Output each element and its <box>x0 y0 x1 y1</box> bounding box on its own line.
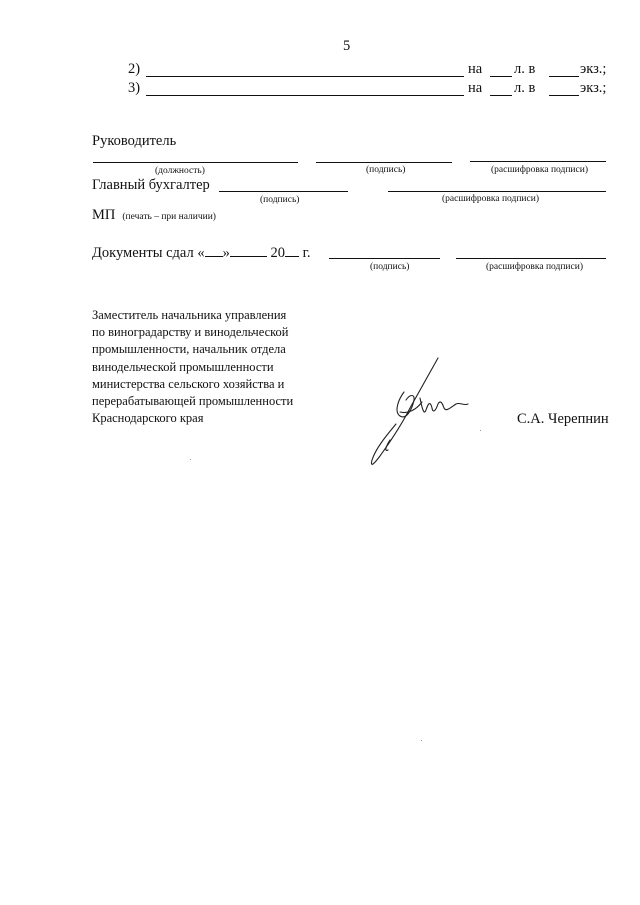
list-item-sheets: л. в <box>514 80 536 96</box>
signatory-name: С.А. Черепнин <box>517 411 609 427</box>
list-item-number: 3) <box>128 80 141 96</box>
list-item-sheets: л. в <box>514 61 536 77</box>
signature-decode-line <box>388 191 606 192</box>
signature-line <box>329 258 440 259</box>
signature-line <box>316 162 452 163</box>
signature-decode-caption: (расшифровка подписи) <box>486 262 583 272</box>
signature-caption: (подпись) <box>260 195 300 205</box>
year-suffix: г. <box>302 245 311 261</box>
scan-speck <box>190 459 191 460</box>
signatory-position <box>92 307 293 427</box>
chief-accountant-label: Главный бухгалтер <box>92 177 210 193</box>
position-line-text: Краснодарского края <box>92 411 204 426</box>
list-item-copies: экз.; <box>580 80 607 96</box>
handwritten-signature <box>360 350 485 475</box>
position-line <box>93 162 298 163</box>
signature-caption: (подпись) <box>366 165 406 175</box>
year-blank <box>285 243 299 257</box>
signature-decode-line <box>470 161 606 162</box>
position-line-text: винодельческой промышленности <box>92 359 274 374</box>
year-prefix: 20 <box>270 245 285 261</box>
fill-line <box>549 76 579 77</box>
position-caption: (должность) <box>155 166 205 176</box>
list-item-number: 2) <box>128 61 141 77</box>
fill-line <box>549 95 579 96</box>
stamp-label: МП <box>92 207 116 223</box>
signature-line <box>219 191 348 192</box>
fill-line <box>146 95 464 96</box>
page-number: 5 <box>343 38 351 54</box>
list-item-copies: экз.; <box>580 61 607 77</box>
signature-decode-line <box>456 258 606 259</box>
fill-line <box>146 76 464 77</box>
signature-decode-caption: (расшифровка подписи) <box>491 165 588 175</box>
signature-decode-caption: (расшифровка подписи) <box>442 194 539 204</box>
documents-handed-quote: » <box>222 245 230 261</box>
day-blank <box>205 243 223 257</box>
position-line-text: по виноградарству и винодельческой <box>92 325 289 340</box>
position-line-text: министерства сельского хозяйства и <box>92 376 285 391</box>
position-line-text: перерабатывающей промышленности <box>92 394 294 409</box>
list-item-na: на <box>468 61 483 77</box>
scan-speck <box>421 740 422 741</box>
stray-mark <box>480 430 481 431</box>
fill-line <box>490 95 512 96</box>
signature-caption: (подпись) <box>370 262 410 272</box>
documents-handed-row <box>92 243 311 262</box>
fill-line <box>490 76 512 77</box>
stamp-note: (печать – при наличии) <box>122 212 216 222</box>
documents-handed-prefix: Документы сдал « <box>92 245 205 261</box>
position-line-text: Заместитель начальника управления <box>92 308 287 322</box>
position-line-text: промышленности, начальник отдела <box>92 342 286 357</box>
list-item-na: на <box>468 80 483 96</box>
month-blank <box>230 243 267 257</box>
manager-label: Руководитель <box>92 133 177 149</box>
stamp-line <box>92 206 216 224</box>
